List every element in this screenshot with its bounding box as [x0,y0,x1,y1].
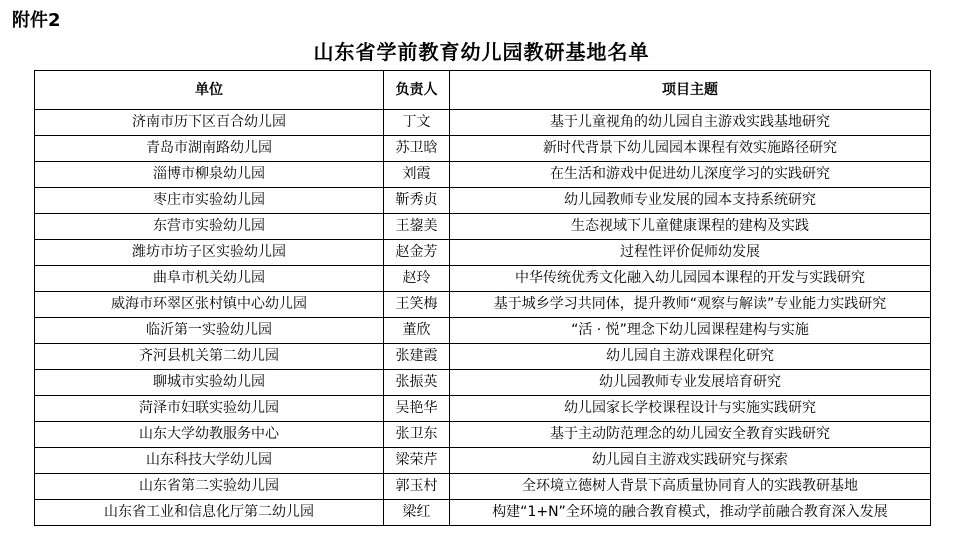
cell-person: 吴艳华 [384,396,450,422]
table-row [35,162,931,188]
cell-person: 靳秀贞 [384,188,450,214]
header-unit: 单位 [35,71,384,110]
cell-person: 梁红 [384,500,450,526]
header-topic: 项目主题 [450,71,931,110]
cell-topic: 基于儿童视角的幼儿园自主游戏实践基地研究 [450,110,931,136]
cell-topic: 中华传统优秀文化融入幼儿园园本课程的开发与实践研究 [450,266,931,292]
cell-person: 王笑梅 [384,292,450,318]
cell-person: 郭玉村 [384,474,450,500]
table-row [35,474,931,500]
cell-unit: 山东省第二实验幼儿园 [35,474,384,500]
table-header-row [35,71,931,110]
cell-topic: 幼儿园教师专业发展培育研究 [450,370,931,396]
cell-topic: 在生活和游戏中促进幼儿深度学习的实践研究 [450,162,931,188]
cell-topic: 幼儿园自主游戏课程化研究 [450,344,931,370]
cell-unit: 曲阜市机关幼儿园 [35,266,384,292]
cell-topic: 生态视域下儿童健康课程的建构及实践 [450,214,931,240]
table-row [35,292,931,318]
cell-topic: 过程性评价促师幼发展 [450,240,931,266]
cell-person: 梁荣芹 [384,448,450,474]
cell-person: 张建霞 [384,344,450,370]
table-row [35,188,931,214]
header-person: 负责人 [384,71,450,110]
table-row [35,344,931,370]
cell-topic: 幼儿园自主游戏实践研究与探索 [450,448,931,474]
cell-unit: 济南市历下区百合幼儿园 [35,110,384,136]
cell-unit: 枣庄市实验幼儿园 [35,188,384,214]
cell-unit: 淄博市柳泉幼儿园 [35,162,384,188]
cell-unit: 东营市实验幼儿园 [35,214,384,240]
cell-topic: 构建“1+N”全环境的融合教育模式，推动学前融合教育深入发展 [450,500,931,526]
cell-unit: 山东大学幼教服务中心 [35,422,384,448]
table-row [35,240,931,266]
table-row [35,266,931,292]
cell-person: 赵金芳 [384,240,450,266]
cell-person: 王鋆美 [384,214,450,240]
cell-unit: 山东科技大学幼儿园 [35,448,384,474]
table-row [35,136,931,162]
cell-topic: 全环境立德树人背景下高质量协同育人的实践教研基地 [450,474,931,500]
table-row [35,318,931,344]
cell-person: 董欣 [384,318,450,344]
cell-topic: “活 · 悦”理念下幼儿园课程建构与实施 [450,318,931,344]
table-row [35,214,931,240]
cell-unit: 潍坊市坊子区实验幼儿园 [35,240,384,266]
cell-unit: 齐河县机关第二幼儿园 [35,344,384,370]
cell-person: 苏卫晗 [384,136,450,162]
document-title: 山东省学前教育幼儿园教研基地名单 [313,40,650,64]
research-base-table [34,70,931,526]
table-row [35,396,931,422]
cell-unit: 青岛市湖南路幼儿园 [35,136,384,162]
table-row [35,448,931,474]
cell-unit: 临沂第一实验幼儿园 [35,318,384,344]
cell-person: 赵玲 [384,266,450,292]
table-row [35,422,931,448]
cell-topic: 新时代背景下幼儿园园本课程有效实施路径研究 [450,136,931,162]
table-row [35,370,931,396]
cell-person: 张振英 [384,370,450,396]
cell-topic: 幼儿园家长学校课程设计与实施实践研究 [450,396,931,422]
cell-topic: 幼儿园教师专业发展的园本支持系统研究 [450,188,931,214]
cell-topic: 基于城乡学习共同体，提升教师“观察与解读”专业能力实践研究 [450,292,931,318]
cell-person: 丁文 [384,110,450,136]
cell-person: 刘霞 [384,162,450,188]
attachment-label: 附件2 [12,10,61,31]
cell-unit: 山东省工业和信息化厅第二幼儿园 [35,500,384,526]
table-row [35,110,931,136]
cell-unit: 菏泽市妇联实验幼儿园 [35,396,384,422]
cell-topic: 基于主动防范理念的幼儿园安全教育实践研究 [450,422,931,448]
cell-unit: 威海市环翠区张村镇中心幼儿园 [35,292,384,318]
cell-person: 张卫东 [384,422,450,448]
cell-unit: 聊城市实验幼儿园 [35,370,384,396]
table-row [35,500,931,526]
